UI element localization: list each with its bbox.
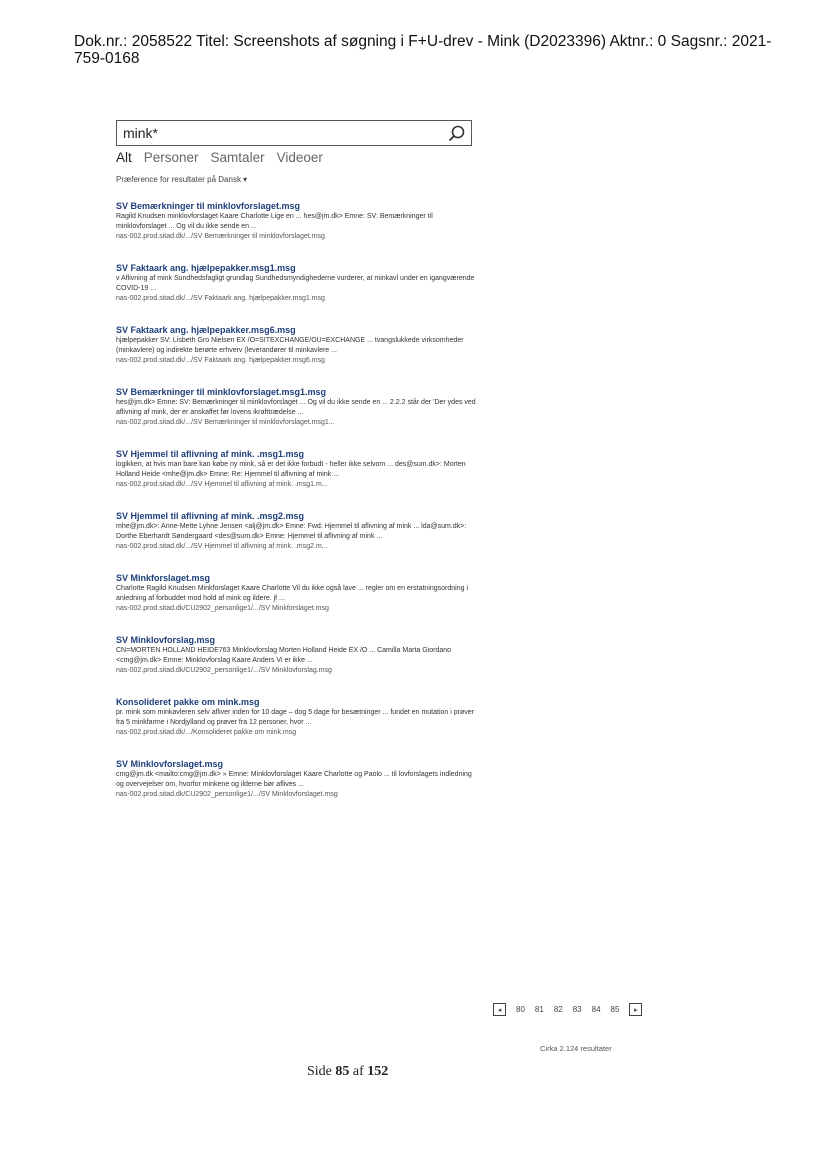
result-title-link[interactable]: SV Minklovforslaget.msg xyxy=(116,759,224,769)
result-item xyxy=(116,200,476,242)
result-url[interactable]: nas-002.prod.sitad.dk/.../SV Hjemmel til aflivning af mink. .msg2.m... xyxy=(116,543,328,550)
document-header: Dok.nr.: 2058522 Titel: Screenshots af søgning i F+U-drev - Mink (D2023396) Aktnr.: 0 Sagsnr.: 2021-759-0168 xyxy=(74,33,772,67)
result-url[interactable]: nas-002.prod.sitad.dk/CU2902_personlige1/.../SV Minklovforslaget.msg xyxy=(116,791,338,798)
result-url[interactable]: nas-002.prod.sitad.dk/.../SV Bemærkninger til minklovforslaget.msg xyxy=(116,233,325,240)
page-footer-current: 85 xyxy=(335,1064,350,1079)
page-link-84[interactable]: 84 xyxy=(591,1005,601,1014)
result-title-link[interactable]: SV Hjemmel til aflivning af mink. .msg1.msg xyxy=(116,449,305,459)
result-url[interactable]: nas-002.prod.sitad.dk/.../SV Faktaark ang. hjælpepakker.msg6.msg xyxy=(116,357,325,364)
next-page-button[interactable]: ▸ xyxy=(629,1003,642,1016)
result-snippet: v Aflivning af mink Sundhedsfagligt grundlag Sundhedsmyndighederne vurderer, at minkavl under en igangværende COVID-19 ... xyxy=(116,275,475,292)
result-item xyxy=(116,262,476,304)
result-title-link[interactable]: SV Hjemmel til aflivning af mink. .msg2.msg xyxy=(116,511,305,521)
pagination xyxy=(493,1003,642,1016)
page-footer-total: 152 xyxy=(367,1064,389,1079)
page-footer-prefix: Side xyxy=(307,1064,336,1079)
page-footer-middle: af xyxy=(349,1064,368,1079)
result-snippet: Charlotte Ragild Knudsen Minkforslaget Kaare Charlotte Vil du ikke også lave ... regler om en erstatningsordning i anledning af forbuddet mod hold af mink og ildere. jf ... xyxy=(116,585,469,602)
result-title-link[interactable]: SV Bemærkninger til minklovforslaget.msg1.msg xyxy=(116,387,327,397)
result-snippet: hes@jm.dk> Emne: SV: Bemærkninger til minklovforslaget ... Og vil du ikke sende en ... 2.2.2 står der 'Der ydes ved aflivning af mink, der er anskaffet før lovens ikrafttrædelse ... xyxy=(116,399,476,416)
language-preference-link[interactable]: Præference for resultater på Dansk ▾ xyxy=(116,175,248,184)
tab-alt[interactable]: Alt xyxy=(116,150,132,165)
page-number-footer xyxy=(307,1064,388,1080)
result-item xyxy=(116,696,476,738)
result-title-link[interactable]: Konsolideret pakke om mink.msg xyxy=(116,697,260,707)
result-item xyxy=(116,758,476,800)
page-link-82[interactable]: 82 xyxy=(553,1005,563,1014)
page-link-83[interactable]: 83 xyxy=(572,1005,582,1014)
search-tabs xyxy=(116,150,323,165)
result-item xyxy=(116,324,476,366)
result-url[interactable]: nas-002.prod.sitad.dk/.../SV Faktaark ang. hjælpepakker.msg1.msg xyxy=(116,295,325,302)
result-title-link[interactable]: SV Faktaark ang. hjælpepakker.msg6.msg xyxy=(116,325,296,335)
tab-videoer[interactable]: Videoer xyxy=(276,150,323,165)
result-count: Cirka 2.124 resultater xyxy=(540,1044,612,1053)
result-snippet: cmg@jm.dk <mailto:cmg@jm.dk> » Emne: Minklovforslaget Kaare Charlotte og Paolo ... til lovforslagets indledning og overvejelser om, hvorfor minkene og ilderne bør aflives ... xyxy=(116,771,472,788)
result-snippet: logikken, at hvis man bare kan købe ny mink, så er det ikke forbudt - heller ikke selvom ... des@sum.dk>: Morten Holland Heide <mhe@jm.dk> Emne: Re: Hjemmel til aflivning af mink ... xyxy=(116,461,466,478)
result-item xyxy=(116,634,476,676)
page-link-85[interactable]: 85 xyxy=(610,1005,620,1014)
search-input[interactable] xyxy=(123,122,423,144)
previous-page-button[interactable]: ◂ xyxy=(493,1003,506,1016)
result-url[interactable]: nas-002.prod.sitad.dk/CU2902_personlige1/.../SV Minklovforslag.msg xyxy=(116,667,332,674)
result-snippet: CN=MORTEN HOLLAND HEIDE763 Minklovforslag Morten Holland Heide EX /O ... Camilla Marta Giordano <cmg@jm.dk> Emne: Minklovforslag Kaare Anders Vi er ikke ... xyxy=(116,647,452,664)
search-box[interactable] xyxy=(116,120,472,146)
search-icon[interactable] xyxy=(447,124,467,144)
result-item xyxy=(116,572,476,614)
result-snippet: pr. mink som minkavleren selv afliver inden for 10 dage – dog 5 dage for besætninger ... fundet en mutation i prøver fra 5 minkfarme i Nordjylland og prøver fra 12 personer, hvor ... xyxy=(116,709,474,726)
result-snippet: hjælpepakker SV: Lisbeth Gro Nielsen EX /O=SITEXCHANGE/OU=EXCHANGE ... tvangslukkede virksomheder (minkavlere) og indirekte berørte erhverv (leverandører til minkavlere ... xyxy=(116,337,464,354)
tab-samtaler[interactable]: Samtaler xyxy=(210,150,265,165)
result-title-link[interactable]: SV Faktaark ang. hjælpepakker.msg1.msg xyxy=(116,263,296,273)
result-title-link[interactable]: SV Bemærkninger til minklovforslaget.msg xyxy=(116,201,301,211)
result-item xyxy=(116,510,476,552)
results-list xyxy=(116,200,476,820)
result-item xyxy=(116,448,476,490)
page-link-81[interactable]: 81 xyxy=(534,1005,544,1014)
page-link-80[interactable]: 80 xyxy=(516,1005,525,1014)
result-title-link[interactable]: SV Minklovforslag.msg xyxy=(116,635,216,645)
result-snippet: mhe@jm.dk>: Anne-Mette Lyhne Jensen <alj@jm.dk> Emne: Fwd: Hjemmel til aflivning af mink ... lda@sum.dk>: Dorthe Eberhardt Søndergaard <des@sum.dk> Emne: Hjemmel til aflivning af mink ... xyxy=(116,523,467,540)
result-title-link[interactable]: SV Minkforslaget.msg xyxy=(116,573,211,583)
result-url[interactable]: nas-002.prod.sitad.dk/.../SV Bemærkninger til minklovforslaget.msg1... xyxy=(116,419,335,426)
result-url[interactable]: nas-002.prod.sitad.dk/CU2902_personlige1/.../SV Minkforslaget.msg xyxy=(116,605,329,612)
result-url[interactable]: nas-002.prod.sitad.dk/.../Konsolideret pakke om mink.msg xyxy=(116,729,297,736)
tab-personer[interactable]: Personer xyxy=(143,150,199,165)
result-item xyxy=(116,386,476,428)
result-url[interactable]: nas-002.prod.sitad.dk/.../SV Hjemmel til aflivning af mink. .msg1.m... xyxy=(116,481,328,488)
result-snippet: Ragild Knudsen minklovforslaget Kaare Charlotte Lige en ... hes@jm.dk> Emne: SV: Bemærkninger til minklovforslaget ... Og vil du ikke sende en ... xyxy=(116,213,433,230)
